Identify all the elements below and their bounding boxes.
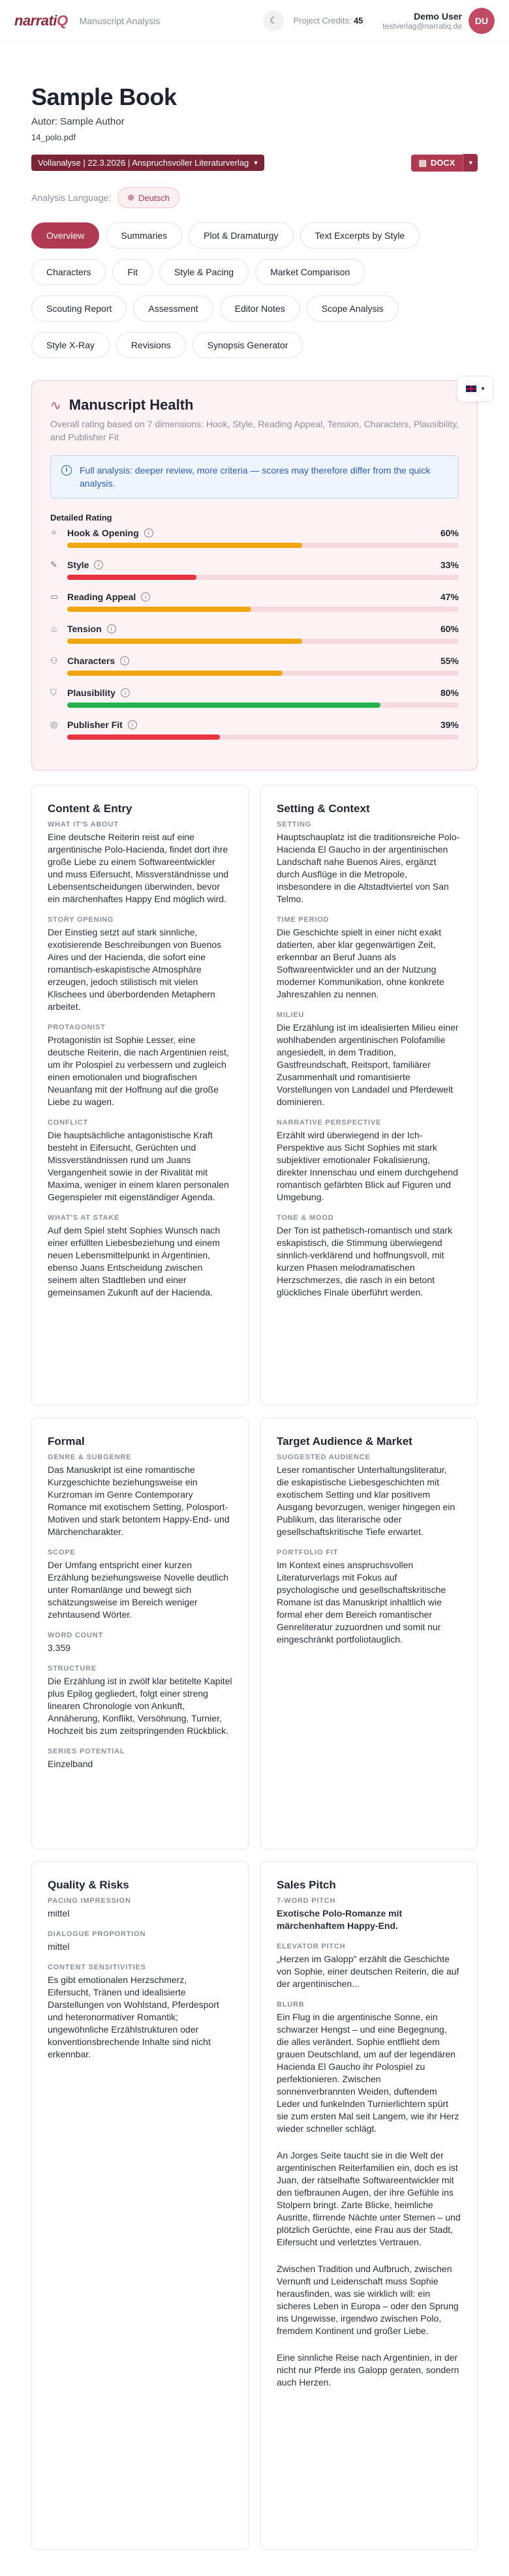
content-entry-card [31, 785, 249, 1406]
metric-hook-and-opening [50, 528, 459, 548]
section-label-suggested-audience: SUGGESTED AUDIENCE [277, 1453, 371, 1461]
chevron-down-icon: ▾ [254, 159, 258, 167]
tab-characters[interactable]: Characters [31, 259, 106, 285]
section-text-genre-and-subgenre: Das Manuskript ist eine romantische Kurzgeschichte beziehungsweise ein Kurzroman im Genre Contemporary Romance mit exotischem Setting, Polosport-Motiven und stark betontem Happy-End- und Märchencharakter. [48, 1464, 230, 1537]
sales-pitch-card [260, 1861, 478, 2550]
tab-scouting-report[interactable]: Scouting Report [31, 295, 127, 322]
section-label-genre-and-subgenre: GENRE & SUBGENRE [48, 1453, 132, 1461]
tab-plot-and-dramaturgy[interactable]: Plot & Dramaturgy [189, 222, 293, 249]
book-author: Autor: Sample Author [31, 116, 125, 127]
metric-bar-track [67, 639, 459, 644]
blurb-paragraph: Zwischen Tradition und Aufbruch, zwischen Vernunft und Leidenschaft muss Sophie herausfinden, was sie wirklich will: ein sicheres Leben in Europa – oder den Sprung ins Ungewisse, irgendwo zwischen Polo, fremdem Kontinent und großer Liebe. [277, 2264, 459, 2336]
tab-fit[interactable]: Fit [112, 259, 153, 285]
section-label-time-period: TIME PERIOD [277, 916, 330, 924]
metric-bar-track [67, 671, 459, 676]
tab-market-comparison[interactable]: Market Comparison [255, 259, 365, 285]
section-label-dialogue-proportion: DIALOGUE PROPORTION [48, 1930, 146, 1938]
metric-bar-fill [67, 575, 196, 580]
metric-bar-track [67, 543, 459, 548]
tab-synopsis-generator[interactable]: Synopsis Generator [193, 332, 303, 358]
metric-bar-fill [67, 639, 302, 644]
info-icon[interactable]: i [107, 624, 116, 633]
blurb-paragraph: Eine sinnliche Reise nach Argentinien, in der nicht nur Pferde ins Galopp geraten, sondern auch Herzen. [277, 2352, 459, 2387]
section-label-story-opening: STORY OPENING [48, 916, 114, 924]
tab-assessment[interactable]: Assessment [133, 295, 213, 322]
tab-revisions[interactable]: Revisions [116, 332, 186, 358]
section-label-milieu: MILIEU [277, 1011, 305, 1019]
info-icon[interactable]: i [120, 656, 129, 665]
metric-value: 60% [440, 528, 459, 538]
metric-name: Hook & Opening [67, 528, 139, 538]
section-label-setting: SETTING [277, 821, 312, 828]
metric-characters [50, 656, 459, 676]
book-icon: ▭ [50, 592, 59, 601]
credits-value: 45 [353, 16, 363, 25]
blurb-paragraph: Ein Flug in die argentinische Sonne, ein schwarzer Hengst – und eine Begegnung, die alles verändert. Sophie entflieht dem grauen Deutschland, um auf der legendären Hacienda El Gaucho ihr Polospiel zu perfektionieren. Zwischen sonnenverbrannten Weiden, duftendem Leder und funkelnden Turnierlichtern spürt sie zum ersten Mal seit Langem, wie ihr Herz wieder schneller schlägt. [277, 2012, 459, 2134]
tab-summaries[interactable]: Summaries [106, 222, 182, 249]
metric-name: Plausibility [67, 688, 116, 698]
card-title: Formal [48, 1435, 85, 1447]
tab-text-excerpts-by-style[interactable]: Text Excerpts by Style [300, 222, 420, 249]
section-text-content-sensitivities: Es gibt emotionalen Herzschmerz, Eifersucht, Tränen und idealisierte Darstellungen von Wohlstand, Pferdesport und heteronormativer Romantik; ungewöhnliche Erzählstrukturen oder konventionsbrechende Inhalte sind nicht erkennbar. [48, 1975, 219, 2059]
avatar[interactable]: DU [469, 8, 495, 34]
section-text-suggested-audience: Leser romantischer Unterhaltungsliteratur, die eskapistische Liebesgeschichten mit exotischem Setting und klar positivem Ausgang bevorzugen, weniger hingegen ein Publikum, das literarische oder gesellschaftskritische Tiefe erwartet. [277, 1464, 455, 1537]
metrics-list [50, 528, 459, 740]
metric-bar-track [67, 575, 459, 580]
analysis-language-select[interactable] [117, 187, 179, 208]
sparkle-icon: ✧ [50, 528, 57, 538]
section-label-word-count: WORD COUNT [48, 1631, 103, 1639]
metric-bar-track [67, 703, 459, 708]
section-text-story-opening: Der Einstieg setzt auf stark sinnliche, exotisierende Beschreibungen von Buenos Aires und der Hacienda, die sofort eine romantisch-eskapistische Atmosphäre erzeugen, jedoch stilistisch mit vielen Klischees und überbordenden Metaphern arbeitet. [48, 927, 222, 1012]
info-icon[interactable]: i [94, 560, 103, 569]
section-text-dialogue-proportion: mittel [48, 1941, 70, 1952]
metric-style [50, 560, 459, 580]
seven-word-pitch-label: 7-WORD PITCH [277, 1897, 336, 1905]
blurb-text [277, 2011, 461, 2389]
section-text-time-period: Die Geschichte spielt in einer nicht exakt datierten, aber klar gegenwärtigen Zeit, erkennbar an Beruf Juans als Softwareentwickler und an der Nutzung moderner Kommunikation, ohne konkrete Jahreszahlen zu nennen. [277, 927, 444, 999]
metric-value: 47% [440, 592, 459, 602]
health-subtitle: Overall rating based on 7 dimensions: Hook, Style, Reading Appeal, Tension, Characters, Plausibility, and Publisher Fit [50, 419, 459, 442]
page-title: Sample Book [31, 83, 177, 110]
tab-row [31, 222, 449, 249]
info-icon[interactable]: i [121, 688, 130, 697]
chevron-down-icon: ▾ [481, 385, 485, 393]
blurb-paragraph: An Jorges Seite taucht sie in die Welt der argentinischen Reiterfamilien ein, doch es ist Juan, der rätselhafte Softwareentwickler mit den tiefbraunen Augen, der ihre Gefühle ins Stolpern bringt. Zarte Blicke, heimliche Ausritte, flirrende Nächte unter Sternen – und plötzlich Gerüchte, eine Frau aus der Stadt, Eifersucht und verletztes Vertrauen. [277, 2150, 461, 2247]
metric-value: 80% [440, 688, 459, 698]
app-logo[interactable]: narratiQ [14, 12, 68, 29]
language-switcher-button[interactable] [457, 376, 493, 402]
app-subtitle: Manuscript Analysis [79, 15, 161, 26]
analysis-language-label: Analysis Language: [31, 192, 112, 203]
section-label-what-it-s-about: WHAT IT'S ABOUT [48, 821, 119, 828]
manuscript-health-panel [31, 380, 478, 770]
section-text-series-potential: Einzelband [48, 1759, 93, 1769]
shield-icon: ⛉ [50, 688, 57, 697]
info-icon[interactable]: i [141, 592, 150, 601]
section-text-milieu: Die Erzählung ist im idealisierten Milieu einer wohlhabenden argentinischen Polofamilie angesiedelt, in dem Tradition, Gastfreundschaft, Reitsport, familiärer Zusammenhalt und romantisierte Vorstellungen von Landadel und Pferdewelt dominieren. [277, 1022, 459, 1107]
user-email: testverlag@narratiq.de [382, 21, 462, 31]
section-text-conflict: Die hauptsächliche antagonistische Kraft besteht in Eifersucht, Gerüchten und Missverständnissen rund um Juans Vergangenheit sowie in der Rivalität mit Maxima, weniger in einem klaren personalen Gegenspieler mit eigenständiger Agenda. [48, 1130, 229, 1202]
card-title: Content & Entry [48, 802, 132, 815]
section-text-setting: Hauptschauplatz ist die traditionsreiche Polo-Hacienda El Gaucho in der argentinischen Landschaft nahe Buenos Aires, ergänzt durch Ausflüge in die Metropole, insbesondere in die Altstadtviertel von San Telmo. [277, 832, 460, 904]
export-options-button[interactable] [463, 154, 478, 172]
section-label-conflict: CONFLICT [48, 1119, 89, 1127]
section-text-narrative-perspective: Erzählt wird überwiegend in der Ich-Perspektive aus Sicht Sophies mit stark subjektiver emotionaler Fokalisierung, direkter Innenschau und einem durchgehend romantisch gefärbten Blick auf Figuren und Umgebung. [277, 1130, 458, 1202]
metric-value: 39% [440, 720, 459, 730]
tab-style-and-pacing[interactable]: Style & Pacing [159, 259, 249, 285]
section-label-what-s-at-stake: WHAT'S AT STAKE [48, 1214, 120, 1222]
card-title: Target Audience & Market [277, 1435, 412, 1447]
info-notice [50, 455, 459, 498]
tab-scope-analysis[interactable]: Scope Analysis [307, 295, 399, 322]
metric-publisher-fit [50, 720, 459, 740]
section-text-what-s-at-stake: Auf dem Spiel steht Sophies Wunsch nach einer erfüllten Liebesbeziehung und einem neuen Lebensmittelpunkt in Argentinien, ebenso Juans Entscheidung zwischen seinem alten Stadtleben und einer gemeinsamen Zukunft auf der Hacienda. [48, 1225, 221, 1297]
section-text-scope: Der Umfang entspricht einer kurzen Erzählung beziehungsweise Novelle deutlich unter Romanlänge und bewegt sich schätzungsweise im Bereich weniger zehntausend Wörter. [48, 1560, 229, 1620]
user-name: Demo User [414, 10, 462, 22]
globe-icon: ⊕ [127, 192, 135, 202]
metric-bar-fill [67, 607, 251, 612]
chevron-down-icon: ▾ [469, 159, 472, 167]
section-label-structure: STRUCTURE [48, 1665, 97, 1673]
book-filename: 14_polo.pdf [31, 132, 76, 142]
metric-bar-track [67, 735, 459, 740]
section-text-pacing-impression: mittel [48, 1908, 70, 1918]
metric-value: 60% [440, 624, 459, 634]
metric-value: 33% [440, 560, 459, 570]
card-title: Setting & Context [277, 802, 370, 815]
section-text-tone-and-mood: Der Ton ist pathetisch-romantisch und stark eskapistisch, die Stimmung überwiegend sinnlich-verklärend und hoffnungsvoll, mit kurzen Phasen melodramatischen Herzschmerzes, die rasch in ein betont glückliches Finale überführt werden. [277, 1225, 452, 1297]
quality-risks-card [31, 1861, 249, 2550]
pulse-icon: ∿ [50, 398, 61, 413]
metric-plausibility [50, 688, 459, 708]
formal-card [31, 1417, 249, 1849]
metric-name: Style [67, 560, 89, 570]
theme-toggle-button[interactable] [263, 10, 284, 31]
section-text-protagonist: Protagonistin ist Sophie Lesser, eine deutsche Reiterin, die nach Argentinien reist, um ihr Polospiel zu verbessern und zugleich einen emotionalen und biografischen Neuanfang mit der Hoffnung auf die große Liebe zu wagen. [48, 1035, 229, 1107]
flame-icon: ♨ [50, 624, 58, 633]
elevator-pitch-text: „Herzen im Galopp" erzählt die Geschichte von Sophie, einer deutschen Reiterin, die auf der argentinischen... [277, 1954, 459, 1989]
document-icon: ▤ [418, 157, 427, 168]
metric-name: Publisher Fit [67, 720, 123, 730]
docx-export-button[interactable] [411, 155, 463, 172]
section-label-scope: SCOPE [48, 1549, 76, 1556]
analysis-version-select[interactable] [31, 155, 264, 171]
tab-overview[interactable]: Overview [31, 222, 99, 249]
metric-bar-track [67, 607, 459, 612]
info-icon: i [61, 465, 72, 476]
metric-value: 55% [440, 656, 459, 666]
info-notice-text: Full analysis: deeper review, more criteria — scores may therefore differ from the quick analysis. [80, 465, 431, 489]
top-bar [0, 0, 509, 42]
uk-flag-icon [465, 385, 477, 393]
metric-name: Reading Appeal [67, 592, 136, 602]
tab-row [31, 295, 449, 322]
project-credits: Project Credits: 45 [293, 16, 363, 25]
tab-style-x-ray[interactable]: Style X-Ray [31, 332, 110, 358]
user-info[interactable] [382, 11, 462, 31]
metric-reading-appeal [50, 592, 459, 612]
section-text-structure: Die Erzählung ist in zwölf klar betitelte Kapitel plus Epilog gegliedert, folgt einer streng linearen Chronologie von Ankunft, Annäherung, Konflikt, Versöhnung, Turnier, Hochzeit bis zum zeitspringenden Rückblick. [48, 1676, 232, 1736]
target-icon: ◎ [50, 720, 58, 729]
users-icon: ⚇ [50, 656, 58, 665]
metric-bar-fill [67, 703, 380, 708]
docx-label: DOCX [430, 158, 455, 168]
metric-bar-fill [67, 543, 302, 548]
card-title: Sales Pitch [277, 1879, 336, 1891]
elevator-pitch-label: ELEVATOR PITCH [277, 1943, 346, 1950]
blurb-label: BLURB [277, 2001, 305, 2008]
metric-bar-fill [67, 735, 220, 740]
seven-word-pitch-text: Exotische Polo-Romanze mit märchenhaftem Happy-End. [277, 1908, 403, 1931]
tab-row [31, 259, 449, 285]
tab-row [31, 332, 449, 358]
metric-name: Characters [67, 656, 116, 666]
metric-bar-fill [67, 671, 283, 676]
info-icon[interactable]: i [128, 720, 137, 729]
info-icon[interactable]: i [144, 528, 153, 538]
metric-tension [50, 624, 459, 644]
section-text-what-it-s-about: Eine deutsche Reiterin reist auf eine argentinische Polo-Hacienda, findet dort ihre große Liebe zu einem Softwareentwickler und muss Eifersucht, Missverständnisse und Lebensentscheidungen überwinden, bevor ein märchenhaftes Happy End möglich wird. [48, 832, 229, 904]
section-label-portfolio-fit: PORTFOLIO FIT [277, 1549, 339, 1556]
section-label-protagonist: PROTAGONIST [48, 1023, 106, 1031]
detailed-rating-label: Detailed Rating [50, 513, 112, 523]
section-label-content-sensitivities: CONTENT SENSITIVITIES [48, 1963, 146, 1971]
analysis-version-value: Vollanalyse | 22.3.2026 | Anspruchsvoller Literaturverlag [38, 158, 249, 168]
tab-editor-notes[interactable]: Editor Notes [220, 295, 300, 322]
section-label-series-potential: SERIES POTENTIAL [48, 1748, 125, 1755]
section-label-tone-and-mood: TONE & MOOD [277, 1214, 334, 1222]
section-text-word-count: 3.359 [48, 1643, 71, 1653]
target-audience-card [260, 1417, 478, 1849]
card-title: Quality & Risks [48, 1879, 129, 1891]
section-label-pacing-impression: PACING IMPRESSION [48, 1897, 131, 1905]
health-title: Manuscript Health [69, 397, 194, 413]
moon-icon: ☾ [270, 15, 278, 25]
analysis-language-value: Deutsch [138, 192, 170, 203]
section-text-portfolio-fit: Im Kontext eines anspruchsvollen Literaturverlags mit Fokus auf psychologische und gesellschaftskritische Romane ist das Manuskript inhaltlich wie formal eher dem Bereich romantischer Genreliteratur zuzuordnen und somit nur eingeschränkt portfoliotauglich. [277, 1560, 446, 1644]
metric-name: Tension [67, 624, 102, 634]
setting-context-card [260, 785, 478, 1406]
pen-icon: ✎ [50, 560, 57, 569]
tab-bar [31, 222, 449, 358]
section-label-narrative-perspective: NARRATIVE PERSPECTIVE [277, 1119, 382, 1127]
